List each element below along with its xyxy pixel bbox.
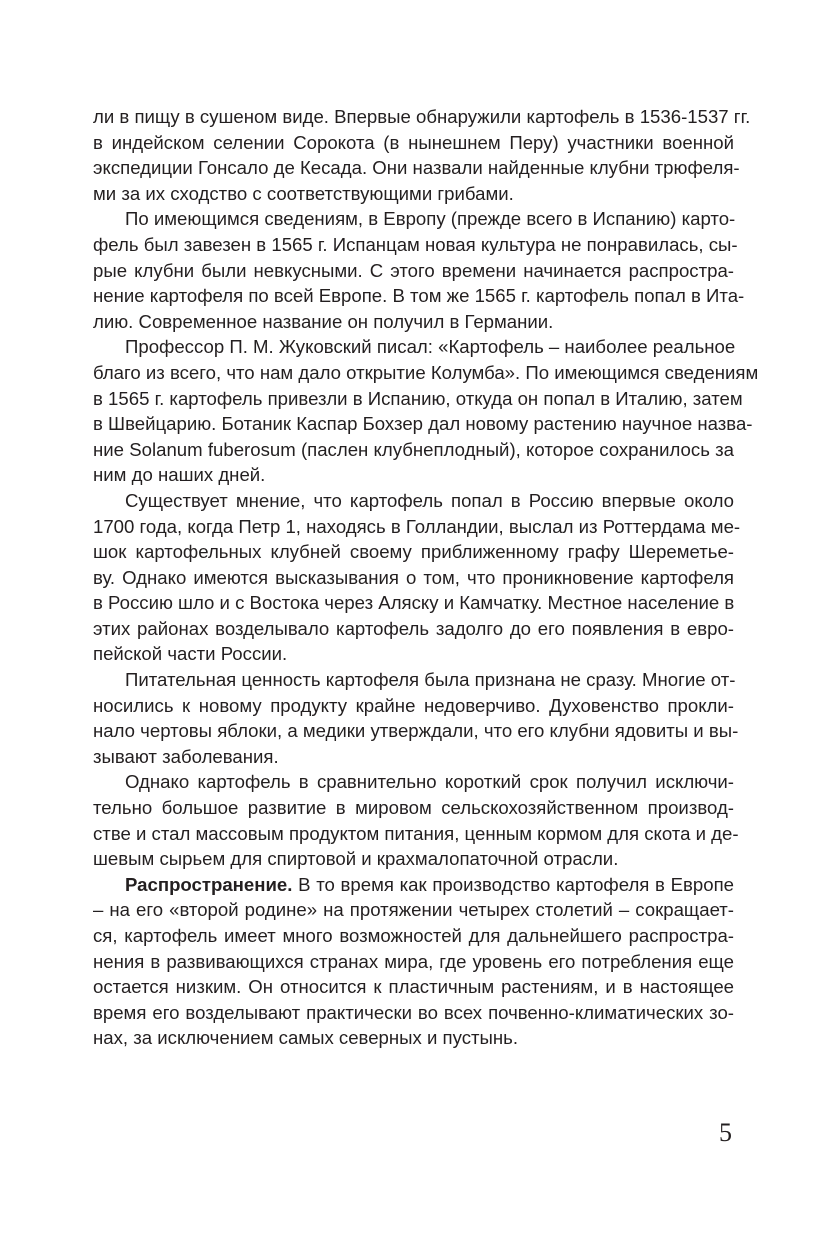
text-line: шевым сырьем для спиртовой и крахмалопаточной отрасли. — [93, 848, 619, 870]
text-line: ли в пищу в сушеном виде. Впервые обнаружили картофель в 1536-1537 гг. — [93, 106, 751, 127]
text-line: Существует мнение, что картофель попал в Россию впервые около — [125, 489, 734, 511]
text-line: ся, картофель имеет много возможностей для дальнейшего распростра- — [93, 925, 734, 946]
text-line: 1700 года, когда Петр 1, находясь в Голландии, выслал из Роттердама ме- — [93, 515, 741, 537]
text-line: – на его «второй родине» на протяжении четырех столетий – сокращает- — [93, 899, 734, 921]
text-line: фель был завезен в 1565 г. Испанцам новая культура не понравилась, сы- — [93, 233, 738, 255]
text-line: По имеющимся сведениям, в Европу (прежде всего в Испанию) карто- — [125, 208, 736, 230]
text-line: нения в развивающихся странах мира, где уровень его потребления еще — [93, 950, 734, 972]
paragraph-4 — [93, 488, 741, 667]
section-heading: Распространение. — [125, 873, 293, 895]
text-line: зывают заболевания. — [93, 745, 279, 767]
text-line: Питательная ценность картофеля была признана не сразу. Многие от- — [125, 669, 736, 691]
text-line: в Россию шло и с Востока через Аляску и Камчатку. Местное население в — [93, 592, 735, 614]
text-line: в индейском селении Сорокота (в нынешнем Перу) участники военной — [93, 131, 734, 153]
text-line: ние Solanum fuberosum (паслен клубнеплодный), которое сохранилось за — [93, 438, 734, 460]
paragraph-1 — [93, 104, 751, 206]
text-line: лию. Современное название он получил в Германии. — [93, 310, 554, 332]
text-line: ву. Однако имеются высказывания о том, что проникновение картофеля — [93, 566, 734, 588]
paragraph-6 — [93, 769, 739, 871]
text-line: пейской части России. — [93, 643, 288, 665]
text-line: экспедиции Гонсало де Кесада. Они назвали найденные клубни трюфеля- — [93, 157, 740, 179]
text-line: нало чертовы яблоки, а медики утверждали, что его клубни ядовиты и вы- — [93, 720, 739, 742]
text-line: носились к новому продукту крайне недоверчиво. Духовенство прокли- — [93, 694, 734, 716]
text-line: ми за их сходство с соответствующими грибами. — [93, 182, 514, 204]
body-text — [93, 104, 759, 1051]
text-line: в Швейцарию. Ботаник Каспар Бохзер дал новому растению научное назва- — [93, 413, 753, 435]
text-line: Однако картофель в сравнительно короткий срок получил исключи- — [125, 771, 734, 793]
page-number: 5 — [719, 1118, 732, 1147]
text-line: время его возделывают практически во всех почвенно-климатических зо- — [93, 1001, 734, 1023]
text-line: нение картофеля по всей Европе. В том же 1565 г. картофель попал в Ита- — [93, 285, 745, 307]
text-run: В то время как производство картофеля в Европе — [292, 873, 734, 895]
text-line: ним до наших дней. — [93, 464, 266, 486]
text-line: этих районах возделывало картофель задолго до его появления в евро- — [93, 617, 734, 639]
paragraph-7 — [93, 872, 734, 1051]
text-line: шок картофельных клубней своему приближенному графу Шереметье- — [93, 541, 734, 563]
text-line: рые клубни были невкусными. С этого времени начинается распростра- — [93, 259, 734, 281]
paragraph-2 — [93, 206, 745, 334]
paragraph-5 — [93, 667, 739, 769]
text-line: нах, за исключением самых северных и пустынь. — [93, 1027, 518, 1049]
text-line — [93, 872, 734, 898]
text-line: Профессор П. М. Жуковский писал: «Картофель – наиболее реальное — [125, 336, 736, 358]
text-line: в 1565 г. картофель привезли в Испанию, откуда он попал в Италию, затем — [93, 387, 743, 409]
text-line: тельно большое развитие в мировом сельскохозяйственном производ- — [93, 797, 734, 819]
text-line: благо из всего, что нам дало открытие Колумба». По имеющимся сведениям — [93, 361, 759, 383]
text-line: остается низким. Он относится к пластичным растениям, и в настоящее — [93, 976, 734, 998]
paragraph-3 — [93, 334, 759, 488]
text-line: стве и стал массовым продуктом питания, ценным кормом для скота и де- — [93, 822, 739, 844]
